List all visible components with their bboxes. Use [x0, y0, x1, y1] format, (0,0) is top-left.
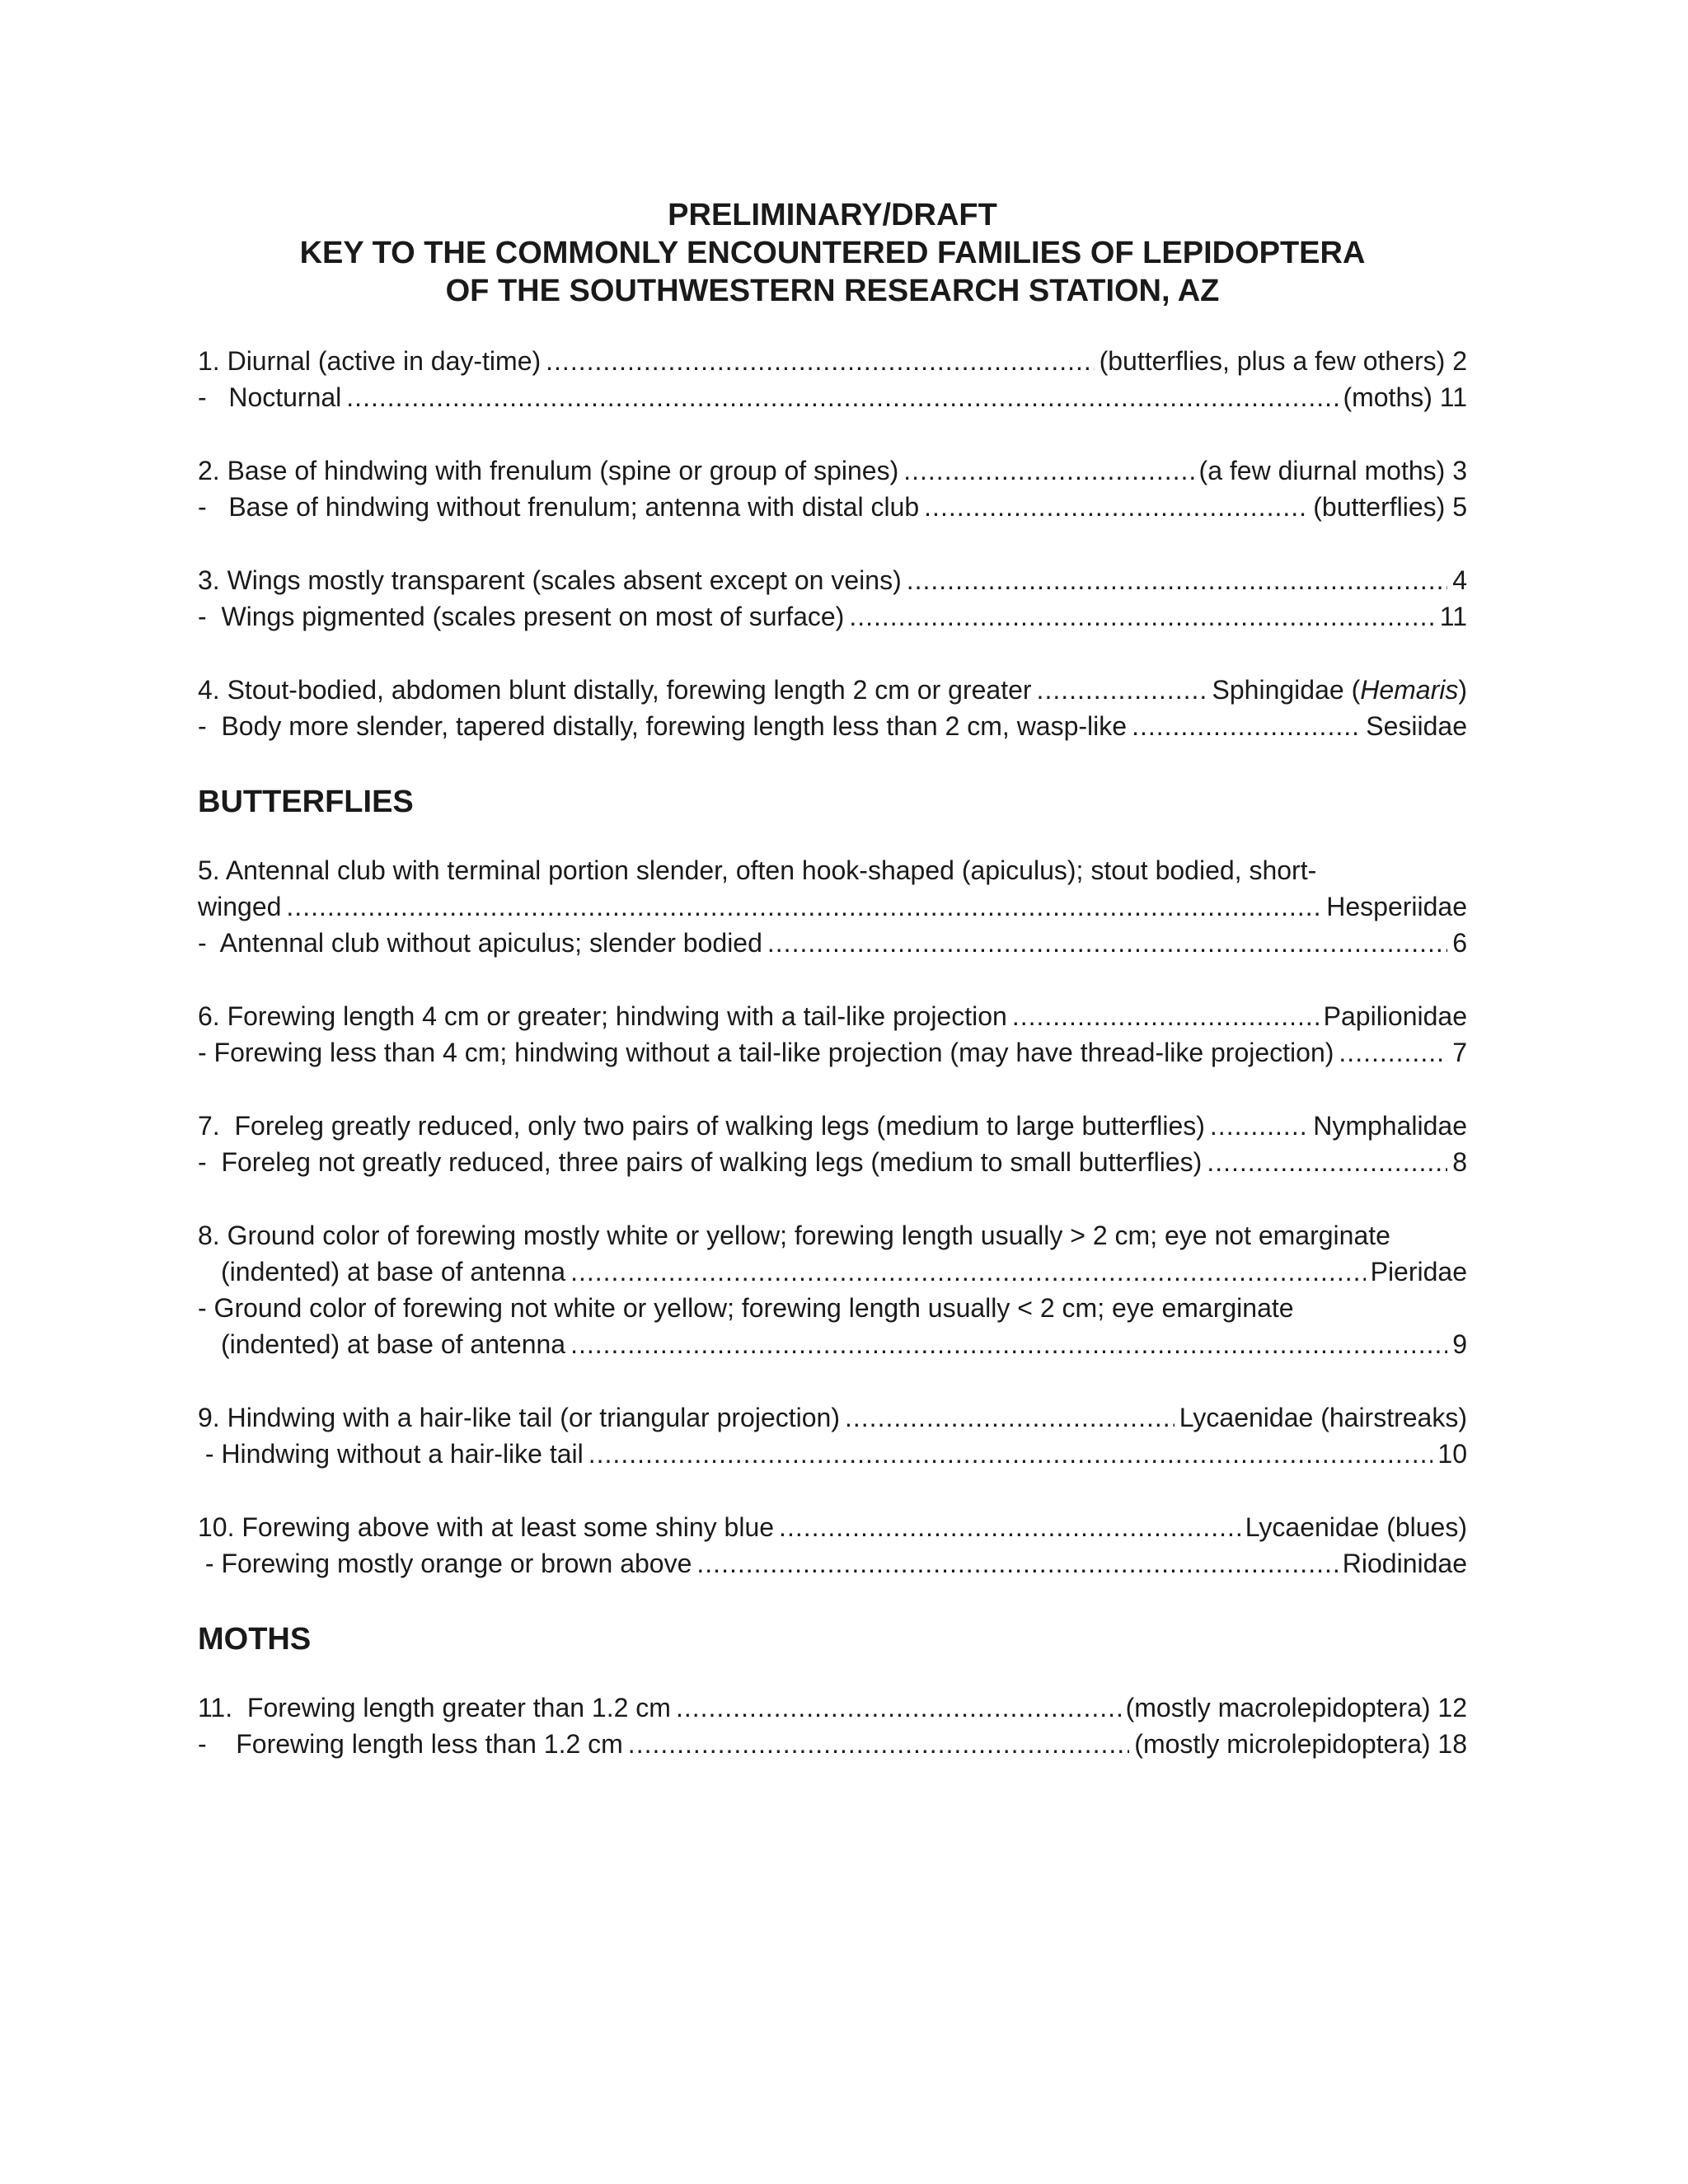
dot-leader — [767, 925, 1447, 961]
dot-leader — [346, 379, 1338, 415]
dot-leader — [779, 1509, 1240, 1545]
dot-leader — [845, 1399, 1175, 1436]
couplet-11-lead-b: - Forewing length less than 1.2 cm ..... (mostly microlepidoptera) 18 — [198, 1726, 1467, 1762]
couplet-2-lead-b: - Base of hindwing without frenulum; antenna with distal club ..... (butterflies) 5 — [198, 489, 1467, 525]
couplet-9-result-b: 10 — [1437, 1439, 1467, 1469]
couplet-1-lead-b: - Nocturnal ..... (moths) 11 — [198, 379, 1467, 415]
identification-key — [198, 343, 1467, 1762]
couplet-2-result-a: (a few diurnal moths) 3 — [1198, 456, 1467, 485]
couplet-8-lead-a-line-1: 8. Ground color of forewing mostly white or yellow; forewing length usually > 2 cm; eye not emarginate — [198, 1221, 1390, 1250]
dot-leader — [570, 1326, 1447, 1362]
couplet-8-lead-a: (indented) at base of antenna ..... Pieridae — [198, 1254, 1467, 1290]
couplet-9-lead-b: - Hindwing without a hair-like tail ..... 10 — [198, 1436, 1467, 1472]
couplet-3-lead-b: - Wings pigmented (scales present on most of surface) ..... 11 — [198, 598, 1467, 635]
couplet-5-lead-b: - Antennal club without apiculus; slender bodied ..... 6 — [198, 925, 1467, 961]
couplet-2-result-b: (butterflies) 5 — [1313, 492, 1467, 522]
couplet-2 — [198, 452, 1467, 525]
couplet-1-result-a: (butterflies, plus a few others) 2 — [1099, 346, 1467, 376]
dot-leader — [570, 1254, 1366, 1290]
dot-leader — [849, 598, 1434, 635]
couplet-5-result-a: Hesperiidae — [1326, 892, 1467, 921]
dot-leader — [1132, 708, 1361, 744]
couplet-10 — [198, 1509, 1467, 1582]
couplet-6-lead-a: 6. Forewing length 4 cm or greater; hindwing with a tail-like projection ..... Papilionidae — [198, 998, 1467, 1034]
couplet-6 — [198, 998, 1467, 1071]
couplet-6-result-a: Papilionidae — [1323, 1001, 1467, 1031]
couplet-3-result-b: 11 — [1439, 602, 1467, 631]
couplet-7 — [198, 1108, 1467, 1180]
couplet-3-result-a: 4 — [1452, 565, 1467, 595]
couplet-1-result-b: (moths) 11 — [1343, 382, 1467, 412]
dot-leader — [676, 1690, 1121, 1726]
couplet-10-result-a: Lycaenidae (blues) — [1245, 1512, 1467, 1542]
couplet-6-lead-b: - Forewing less than 4 cm; hindwing without a tail-like projection (may have thread-like projection) ..... 7 — [198, 1034, 1467, 1071]
couplet-9-lead-a: 9. Hindwing with a hair-like tail (or triangular projection) ..... Lycaenidae (hairstreaks) — [198, 1399, 1467, 1436]
couplet-8-result-b: 9 — [1452, 1329, 1467, 1359]
dot-leader — [903, 452, 1193, 489]
dot-leader — [286, 888, 1321, 925]
couplet-4-result-a: Sphingidae (Hemaris) — [1212, 675, 1467, 705]
couplet-8 — [198, 1217, 1467, 1362]
genus-name: Hemaris — [1360, 675, 1459, 705]
couplet-9-result-a: Lycaenidae (hairstreaks) — [1179, 1403, 1467, 1432]
dot-leader — [1037, 672, 1207, 708]
couplet-6-result-b: 7 — [1452, 1038, 1467, 1067]
title-line-1: PRELIMINARY/DRAFT — [668, 198, 997, 232]
dot-leader — [1339, 1034, 1447, 1071]
couplet-4-result-b: Sesiidae — [1366, 711, 1467, 741]
couplet-5 — [198, 852, 1467, 961]
couplet-8-lead-b-line-1: - Ground color of forewing not white or yellow; forewing length usually < 2 cm; eye emarginate — [198, 1293, 1294, 1323]
couplet-1-lead-a: 1. Diurnal (active in day-time) ..... (butterflies, plus a few others) 2 — [198, 343, 1467, 379]
title-line-2: KEY TO THE COMMONLY ENCOUNTERED FAMILIES OF LEPIDOPTERA — [299, 236, 1366, 270]
section-heading-moths: MOTHS — [198, 1622, 312, 1657]
document-title — [198, 196, 1467, 310]
couplet-4-lead-a: 4. Stout-bodied, abdomen blunt distally, forewing length 2 cm or greater ..... Sphingidae (Hemaris) — [198, 672, 1467, 708]
dot-leader — [546, 343, 1094, 379]
couplet-10-result-b: Riodinidae — [1342, 1549, 1467, 1578]
dot-leader — [907, 562, 1447, 598]
dot-leader — [628, 1726, 1130, 1762]
couplet-11 — [198, 1690, 1467, 1762]
dot-leader — [924, 489, 1308, 525]
couplet-8-result-a: Pieridae — [1370, 1257, 1467, 1286]
couplet-4-lead-b: - Body more slender, tapered distally, forewing length less than 2 cm, wasp-like ..... Sesiidae — [198, 708, 1467, 744]
dot-leader — [1210, 1108, 1308, 1144]
couplet-11-lead-a: 11. Forewing length greater than 1.2 cm ..... (mostly macrolepidoptera) 12 — [198, 1690, 1467, 1726]
dot-leader — [696, 1545, 1337, 1582]
couplet-7-lead-b: - Foreleg not greatly reduced, three pairs of walking legs (medium to small butterflies) ..... 8 — [198, 1144, 1467, 1180]
couplet-7-result-a: Nymphalidae — [1313, 1111, 1467, 1141]
couplet-2-lead-a: 2. Base of hindwing with frenulum (spine or group of spines) ..... (a few diurnal moths) 3 — [198, 452, 1467, 489]
couplet-5-lead-a: winged ..... Hesperiidae — [198, 888, 1467, 925]
couplet-5-lead-a-line-1: 5. Antennal club with terminal portion slender, often hook-shaped (apiculus); stout bodied, short- — [198, 855, 1317, 885]
couplet-5-result-b: 6 — [1452, 928, 1467, 958]
couplet-3 — [198, 562, 1467, 635]
dot-leader — [1012, 998, 1319, 1034]
couplet-1 — [198, 343, 1467, 415]
dot-leader — [1207, 1144, 1447, 1180]
couplet-7-lead-a: 7. Foreleg greatly reduced, only two pairs of walking legs (medium to large butterflies) ..... Nymphalidae — [198, 1108, 1467, 1144]
title-line-3: OF THE SOUTHWESTERN RESEARCH STATION, AZ — [445, 274, 1220, 308]
couplet-7-result-b: 8 — [1452, 1147, 1467, 1177]
couplet-11-result-a: (mostly macrolepidoptera) 12 — [1125, 1693, 1467, 1722]
couplet-9 — [198, 1399, 1467, 1472]
couplet-11-result-b: (mostly microlepidoptera) 18 — [1134, 1729, 1467, 1759]
couplet-10-lead-b: - Forewing mostly orange or brown above ..... Riodinidae — [198, 1545, 1467, 1582]
couplet-8-lead-b: (indented) at base of antenna ..... 9 — [198, 1326, 1467, 1362]
dot-leader — [588, 1436, 1433, 1472]
couplet-3-lead-a: 3. Wings mostly transparent (scales absent except on veins) ..... 4 — [198, 562, 1467, 598]
section-heading-butterflies: BUTTERFLIES — [198, 785, 414, 819]
document-page — [198, 196, 1467, 1799]
couplet-10-lead-a: 10. Forewing above with at least some shiny blue ..... Lycaenidae (blues) — [198, 1509, 1467, 1545]
couplet-4 — [198, 672, 1467, 744]
